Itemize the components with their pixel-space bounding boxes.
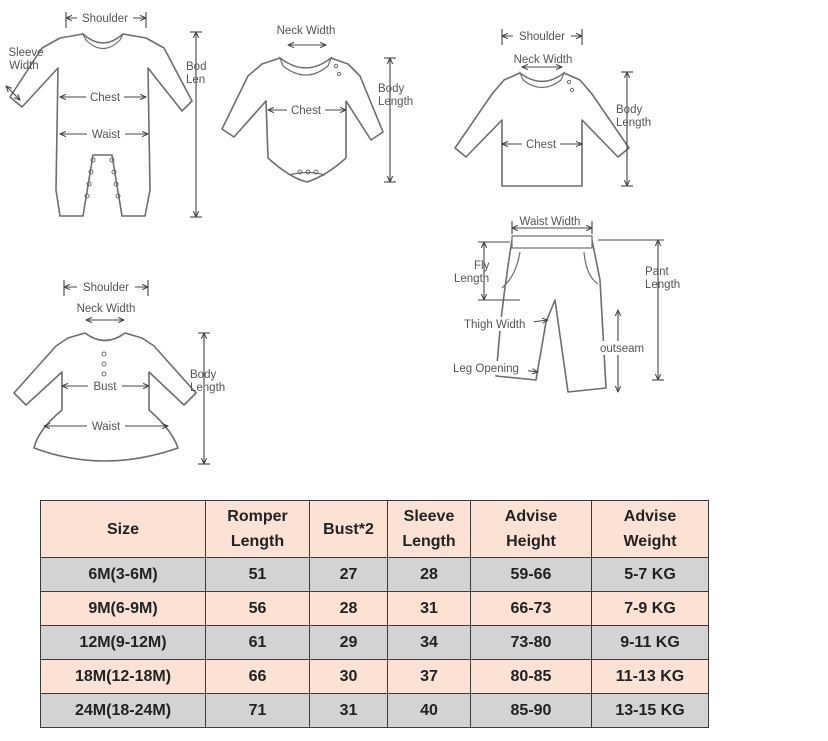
pants-pant-length-label-1: Pant xyxy=(645,266,669,278)
advise-weight-cell: 7-9 KG xyxy=(592,592,709,626)
dress-shoulder-label: Shoulder xyxy=(82,282,130,294)
header-bust: Bust*2 xyxy=(310,501,388,558)
dress-body-length-label-1: Body xyxy=(190,369,217,381)
pants-outseam-label: outseam xyxy=(600,343,645,355)
romper-sketch xyxy=(6,11,206,217)
bodysuit-chest-label: Chest xyxy=(290,105,322,117)
top-shoulder-label: Shoulder xyxy=(518,31,566,43)
romper-length-cell: 51 xyxy=(206,558,310,592)
bust-cell: 27 xyxy=(310,558,388,592)
romper-body-length-label-2: Len xyxy=(186,74,206,86)
size-cell: 24M(18-24M) xyxy=(41,694,206,728)
top-neck-width-label: Neck Width xyxy=(513,54,573,66)
bodysuit-body-length-label-1: Body xyxy=(378,83,405,95)
pants-leg-opening-label: Leg Opening xyxy=(453,363,519,375)
romper-length-cell: 66 xyxy=(206,660,310,694)
advise-height-cell: 80-85 xyxy=(471,660,592,694)
table-row xyxy=(41,660,709,694)
dress-body-length-label-2: Length xyxy=(190,382,226,394)
sleeve-length-cell: 40 xyxy=(388,694,471,728)
size-cell: 9M(6-9M) xyxy=(41,592,206,626)
advise-weight-cell: 11-13 KG xyxy=(592,660,709,694)
size-cell: 12M(9-12M) xyxy=(41,626,206,660)
sleeve-length-cell: 28 xyxy=(388,558,471,592)
romper-waist-label: Waist xyxy=(91,129,121,141)
romper-shoulder-label: Shoulder xyxy=(81,13,129,25)
table-row xyxy=(41,626,709,660)
pants-sketch xyxy=(452,216,680,392)
advise-weight-cell: 9-11 KG xyxy=(592,626,709,660)
dress-neck-width-label: Neck Width xyxy=(76,303,136,315)
dress-waist-label: Waist xyxy=(91,421,121,433)
romper-length-cell: 56 xyxy=(206,592,310,626)
top-sketch xyxy=(455,29,651,186)
pants-pant-length-label-2: Length xyxy=(645,279,681,291)
romper-chest-label: Chest xyxy=(89,92,121,104)
advise-weight-cell: 13-15 KG xyxy=(592,694,709,728)
table-row xyxy=(41,694,709,728)
header-romper-length: Romper Length xyxy=(206,501,310,558)
pants-waist-width-label: Waist Width xyxy=(519,216,581,228)
bust-cell: 29 xyxy=(310,626,388,660)
advise-height-cell: 85-90 xyxy=(471,694,592,728)
romper-sleeve-width-label-2: Width xyxy=(9,60,39,72)
bust-cell: 30 xyxy=(310,660,388,694)
bust-cell: 31 xyxy=(310,694,388,728)
top-body-length-label-1: Body xyxy=(616,104,643,116)
sleeve-length-cell: 37 xyxy=(388,660,471,694)
sleeve-length-cell: 31 xyxy=(388,592,471,626)
dress-sketch xyxy=(14,280,225,464)
header-size: Size xyxy=(41,501,206,558)
header-advise-weight: Advise Weight xyxy=(592,501,709,558)
table-row xyxy=(41,558,709,592)
pants-thigh-width-label: Thigh Width xyxy=(464,319,526,331)
bodysuit-body-length-label-2: Length xyxy=(378,96,414,108)
pants-fly-length-label-2: Length xyxy=(454,273,490,285)
romper-body-length-label-1: Bod xyxy=(186,61,207,73)
sleeve-length-cell: 34 xyxy=(388,626,471,660)
top-chest-label: Chest xyxy=(525,139,557,151)
advise-weight-cell: 5-7 KG xyxy=(592,558,709,592)
romper-length-cell: 61 xyxy=(206,626,310,660)
bust-cell: 28 xyxy=(310,592,388,626)
size-chart-table xyxy=(40,500,709,728)
size-cell: 6M(3-6M) xyxy=(41,558,206,592)
romper-length-cell: 71 xyxy=(206,694,310,728)
table-row xyxy=(41,592,709,626)
top-body-length-label-2: Length xyxy=(616,117,652,129)
bodysuit-neck-width-label: Neck Width xyxy=(276,25,336,37)
bodysuit-sketch xyxy=(222,25,413,182)
size-chart-header-row xyxy=(41,501,709,558)
header-sleeve-length: Sleeve Length xyxy=(388,501,471,558)
size-cell: 18M(12-18M) xyxy=(41,660,206,694)
header-advise-height: Advise Height xyxy=(471,501,592,558)
dress-bust-label: Bust xyxy=(93,381,117,393)
advise-height-cell: 59-66 xyxy=(471,558,592,592)
advise-height-cell: 73-80 xyxy=(471,626,592,660)
romper-sleeve-width-label-1: Sleeve xyxy=(8,47,44,59)
pants-fly-length-label-1: Fly xyxy=(474,260,490,272)
advise-height-cell: 66-73 xyxy=(471,592,592,626)
